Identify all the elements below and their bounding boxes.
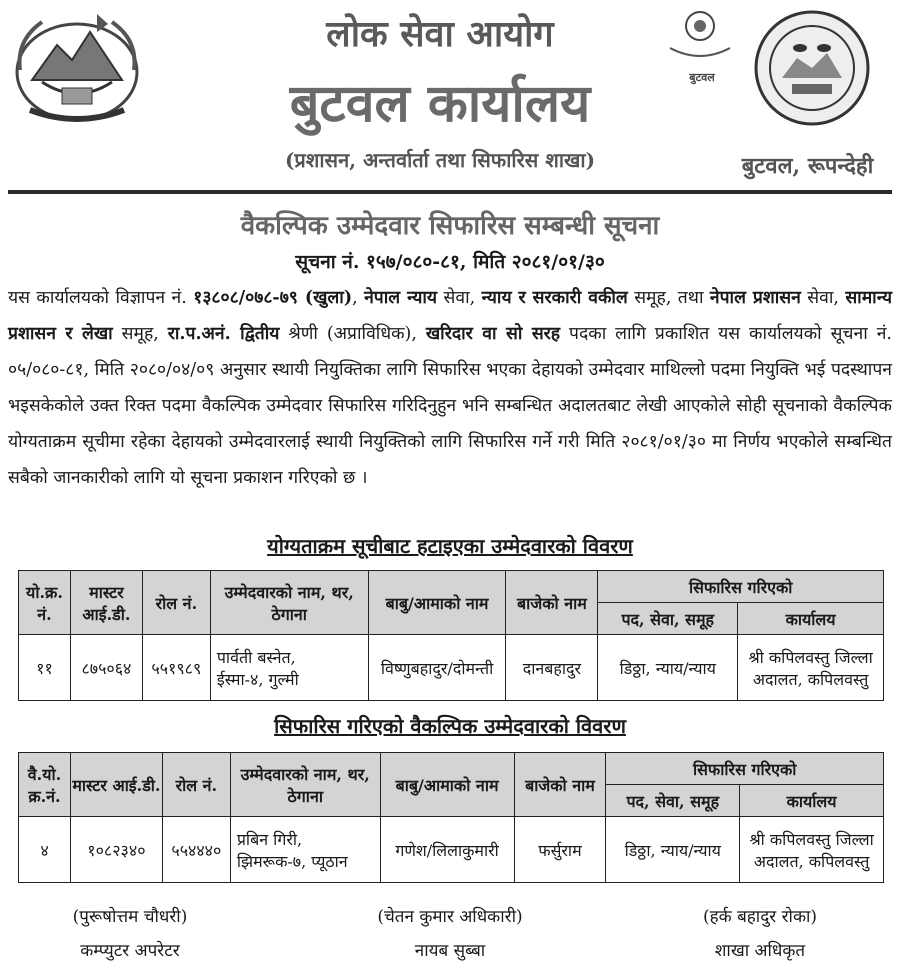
col-roll: रोल नं. (162, 753, 230, 817)
psc-seal-icon (752, 8, 872, 128)
alternate-candidate-heading: सिफारिस गरिएको वैकल्पिक उम्मेदवारको विवरण (274, 714, 626, 738)
col-recommended: सिफारिस गरिएको (598, 571, 884, 603)
notice-body: यस कार्यालयको विज्ञापन नं. १३८०८/०७८-७९ (खुला), नेपाल न्याय सेवा, न्याय र सरकारी वकील समूह, तथा नेपाल प्रशासन सेवा, सामान्य प्रशासन र लेखा समूह, रा.प.अनं. द्वितीय श्रेणी (अप्राविधिक), खरिदार वा सो सरह पदका लागि प्रकाशित यस कार्यालयको सूचना नं. ०५/०८०-८१, मिति २०८०/०४/०९ अनुसार स्थायी नियुक्तिका लागि सिफारिस भएका देहायको उम्मेदवार माथिल्लो पदमा नियुक्ति भई पदस्थापन भइसकेकोले उक्त रिक्त पदमा वैकल्पिक उम्मेदवार सिफारिस गरिदिनुहुन भनि सम्बन्धित अदालतबाट लेखी आएकोले सोही सूचनाको वैकल्पिक योग्यताक्रम सूचीमा रहेका देहायको उम्मेदवारलाई स्थायी नियुक्तिको लागि सिफारिस गर्ने गरी मिति २०८१/०१/३० मा निर्णय भएकोले सम्बन्धित सबैको जानकारीको लागि यो सूचना प्रकाशन गरिएको छ । (8, 288, 893, 488)
col-grandfather: बाजेको नाम (506, 571, 598, 635)
header-divider (8, 190, 892, 194)
col-grandfather: बाजेको नाम (514, 753, 606, 817)
signature-section-officer: (हर्क बहादुर रोका) शाखा अधिकृत (702, 907, 818, 961)
letterhead (0, 0, 900, 190)
table-row: ११ ८७५०६४ ५५१९८९ पार्वती बस्नेत, ईस्मा-४, गुल्मी विष्णुबहादुर/दोमन्ती दानबहादुर डिठ्ठा, न्याय/न्याय श्री कपिलवस्तु जिल्ला अदालत, कपिलवस्तु (19, 635, 884, 701)
small-emblem-caption: बुटवल (689, 71, 715, 84)
branch-name: (प्रशासन, अन्तर्वार्ता तथा सिफारिस शाखा) (284, 148, 596, 172)
notice-title: वैकल्पिक उम्मेदवार सिफारिस सम्बन्धी सूचना (240, 211, 660, 241)
removed-candidate-heading: योग्यताक्रम सूचीबाट हटाइएका उम्मेदवारको विवरण (267, 534, 633, 558)
office-location: बुटवल, रूपन्देही (741, 153, 874, 179)
table-row: ४ १०८२३४० ५५४४४० प्रबिन गिरी, झिमरूक-७, प्यूठान गणेश/लिलाकुमारी फर्सुराम डिठ्ठा, न्याय/न्याय श्री कपिलवस्तु जिल्ला अदालत, कपिलवस्तु (19, 817, 884, 883)
signature-nayab-subba: (चेतन कुमार अधिकारी) नायब सुब्बा (377, 907, 523, 961)
removed-candidate-table (18, 570, 884, 701)
col-parents: बाबु/आमाको नाम (380, 753, 514, 817)
signature-computer-operator: (पुरूषोत्तम चौधरी) कम्प्युटर अपरेटर (72, 907, 188, 961)
col-recommended: सिफारिस गरिएको (606, 753, 884, 785)
alternate-candidate-table (18, 752, 884, 883)
office-name: बुटवल कार्यालय (289, 73, 591, 134)
col-name: उम्मेदवारको नाम, थर, ठेगाना (210, 571, 368, 635)
notice-number: सूचना नं. १५७/०८०-८१, मिति २०८१/०१/३० (295, 251, 605, 273)
col-office: कार्यालय (740, 785, 884, 817)
col-parents: बाबु/आमाको नाम (368, 571, 506, 635)
col-name: उम्मेदवारको नाम, थर, ठेगाना (230, 753, 380, 817)
nepal-emblem-icon (12, 10, 142, 125)
col-post: पद, सेवा, समूह (606, 785, 740, 817)
col-roll: रोल नं. (142, 571, 210, 635)
col-sn: यो.क्र. नं. (19, 571, 71, 635)
org-name: लोक सेवा आयोग (326, 13, 554, 55)
col-post: पद, सेवा, समूह (598, 603, 738, 635)
col-sn: वै.यो. क्र.नं. (19, 753, 71, 817)
col-master-id: मास्टर आई.डी. (70, 753, 162, 817)
col-office: कार्यालय (738, 603, 884, 635)
col-master-id: मास्टर आई.डी. (70, 571, 142, 635)
